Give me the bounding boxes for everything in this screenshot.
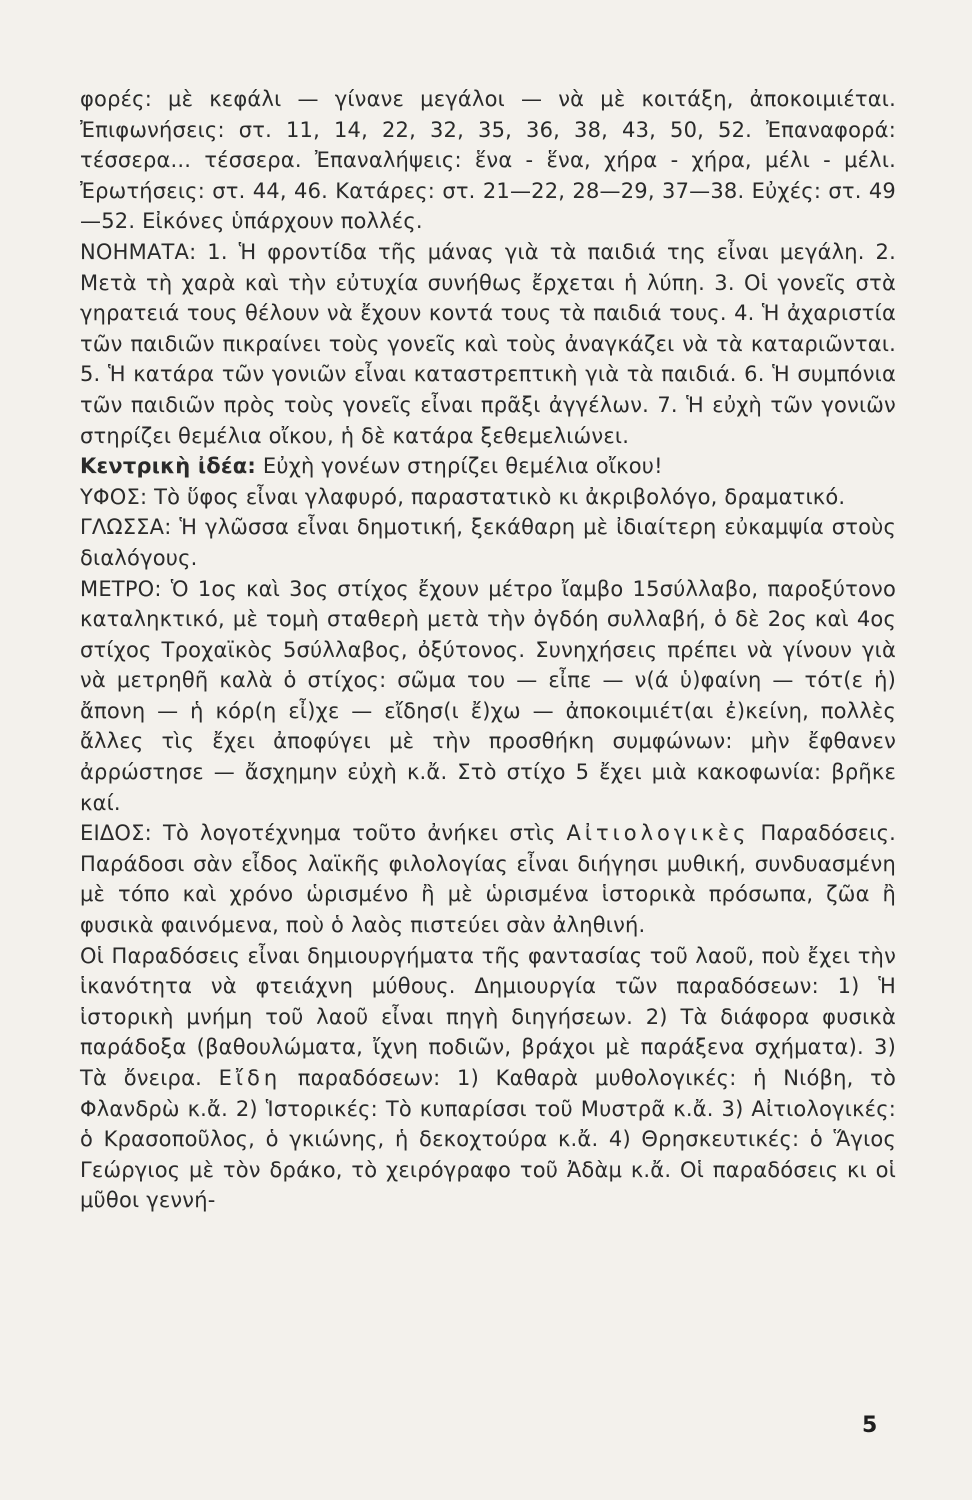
paragraph-figures [80,84,896,237]
central-idea-label: Κεντρικὴ ἰδέα: [80,454,256,479]
paragraph-central-idea [80,451,896,482]
figures-text: φορές: μὲ κεφάλι — γίνανε μεγάλοι — νὰ μὲ κοιτάξη, ἀποκοιμιέται. Ἐπιφωνήσεις: στ. 11, 14, 22, 32, 35, 36, 38, 43, 50, 52. Ἐπαναφορά: τέσσερα... τέσσερα. Ἐπαναλήψεις: ἕνα - ἕνα, χήρα - χήρα, μέλι - μέλι. Ἐρωτήσεις: στ. 44, 46. Κατάρες: στ. 21—22, 28—29, 37—38. Εὐχές: στ. 49—52. Εἰκόνες ὑπάρχουν πολλές. [80,87,896,234]
traditions-text-a: Οἱ Παραδόσεις εἶναι δημιουργήματα τῆς φαντασίας τοῦ λαοῦ, ποὺ ἔχει τὴν ἱκανότητα νὰ φτειάχνη μύθους. Δημιουργία τῶν παραδόσεων: 1) Ἡ ἱστορικὴ μνήμη τοῦ λαοῦ εἶναι πηγὴ διηγήσεων. 2) Τὰ διάφορα φυσικὰ παράδοξα (βαθουλώματα, ἴχνη ποδιῶν, βράχοι μὲ παράξενα σχήματα). 3) Τὰ ὄνειρα. [80,943,896,1090]
genre-spaced-term: Αἰτιολογικὲς [566,821,750,846]
page-body [80,84,896,1216]
paragraph-traditions [80,941,896,1216]
style-label: ΥΦΟΣ: [80,484,148,509]
paragraph-language [80,512,896,573]
paragraph-meter [80,574,896,819]
style-text: Τὸ ὕφος εἶναι γλαφυρό, παραστατικὸ κι ἀκριβολόγο, δραματικό. [147,484,846,509]
meter-label: ΜΕΤΡΟ: [80,576,162,601]
paragraph-noimata [80,237,896,451]
genre-text-a: Τὸ λογοτέχνημα τοῦτο ἀνήκει στὶς [151,821,567,846]
genre-text-b: Παραδόσεις. Παράδοσι σὰν εἶδος λαϊκῆς φιλολογίας εἶναι διήγησι μυθική, συνδυασμένη μὲ τόπο καὶ χρόνο ὡρισμένο ἢ μὲ ὡρισμένα ἱστορικὰ πρόσωπα, ζῶα ἢ φυσικὰ φαινόμενα, ποὺ ὁ λαὸς πιστεύει σὰν ἀληθινή. [80,821,896,938]
language-text: Ἡ γλῶσσα εἶναι δημοτική, ξεκάθαρη μὲ ἰδιαίτερη εὐκαμψία στοὺς διαλόγους. [80,515,896,570]
traditions-spaced-term: Εἴδη [218,1066,282,1090]
noimata-text: 1. Ἡ φροντίδα τῆς μάνας γιὰ τὰ παιδιά της εἶναι μεγάλη. 2. Μετὰ τὴ χαρὰ καὶ τὴν εὐτυχία συνήθως ἔρχεται ἡ λύπη. 3. Οἱ γονεῖς στὰ γηρατειά τους θέλουν νὰ ἔχουν κοντά τους τὰ παιδιά τους. 4. Ἡ ἀχαριστία τῶν παιδιῶν πικραίνει τοὺς γονεῖς καὶ τοὺς ἀναγκάζει νὰ τὰ καταριῶνται. 5. Ἡ κατάρα τῶν γονιῶν εἶναι καταστρεπτικὴ γιὰ τὰ παιδιά. 6. Ἡ συμπόνια τῶν παιδιῶν πρὸς τοὺς γονεῖς εἶναι πρᾶξι ἀγγέλων. 7. Ἡ εὐχὴ τῶν γονιῶν στηρίζει θεμέλια οἴκου, ἡ δὲ κατάρα ξεθεμελιώνει. [80,239,896,448]
meter-text: Ὁ 1ος καὶ 3ος στίχος ἔχουν μέτρο ἴαμβο 15σύλλαβο, παροξύτονο καταληκτικό, μὲ τομὴ σταθερὴ μετὰ τὴν ὀγδόη συλλαβή, ὁ δὲ 2ος καὶ 4ος στίχος Τροχαϊκὸς 5σύλλαβος, ὀξύτονος. Συνηχήσεις πρέπει νὰ γίνουν γιὰ νὰ μετρηθῆ καλὰ ὁ στίχος: σῶμα του — εἶπε — ν(ά ὑ)φαίνη — τότ(ε ἡ) ἄπονη — ἡ κόρ(η εἶ)χε — εἴδησ(ι ἔ)χω — ἀποκοιμιέτ(αι ἐ)κείνη, πολλὲς ἄλλες τὶς ἔχει ἀποφύγει μὲ τὴν προσθήκη συμφώνων: μὴν ἔφθανεν ἀρρώστησε — ἄσχημην εὐχὴ κ.ἄ. Στὸ στίχο 5 ἔχει μιὰ κακοφωνία: βρῆκε καί. [80,576,896,815]
genre-label: ΕΙΔΟΣ: [80,821,152,846]
paragraph-style [80,482,896,513]
page-number: 5 [862,1413,878,1438]
language-label: ΓΛΩΣΣΑ: [80,515,172,540]
traditions-text-b: παραδόσεων: 1) Καθαρὰ μυθολογικές: ἡ Νιόβη, τὸ Φλανδρὼ κ.ἄ. 2) Ἱστορικές: Τὸ κυπαρίσσι τοῦ Μυστρᾶ κ.ἄ. 3) Αἰτιολογικές: ὁ Κρασοποῦλος, ὁ γκιώνης, ἡ δεκοχτούρα κ.ἄ. 4) Θρησκευτικές: ὁ Ἅγιος Γεώργιος μὲ τὸν δράκο, τὸ χειρόγραφο τοῦ Ἀδὰμ κ.ἄ. Οἱ παραδόσεις κι οἱ μῦθοι γεννή- [80,1066,897,1213]
noimata-label: ΝΟΗΜΑΤΑ: [80,239,197,264]
central-idea-text: Εὐχὴ γονέων στηρίζει θεμέλια οἴκου! [256,454,663,479]
paragraph-genre [80,818,896,940]
